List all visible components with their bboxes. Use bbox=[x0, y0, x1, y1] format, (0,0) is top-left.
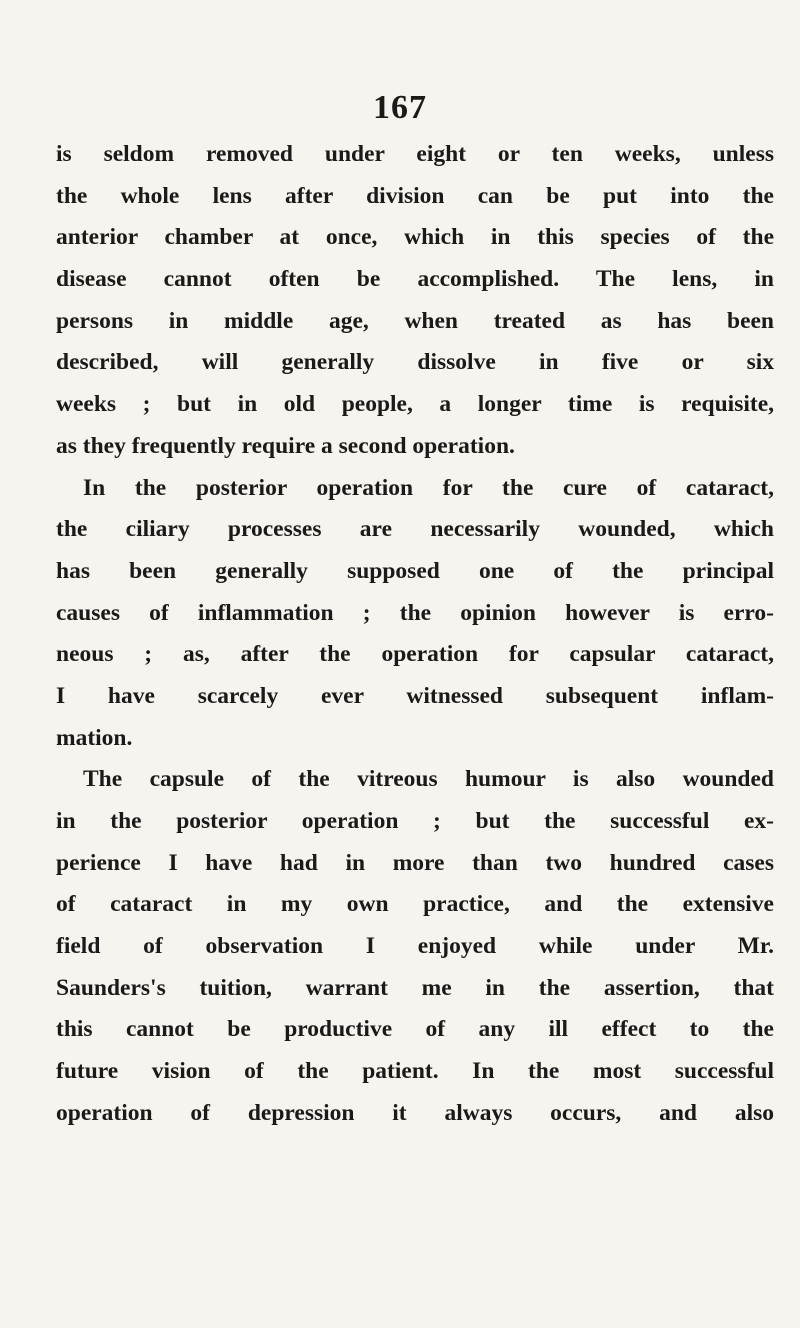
text-line: I have scarcely ever witnessed subsequent inflam- bbox=[56, 682, 774, 709]
text-line: this cannot be productive of any ill effect to the bbox=[56, 1016, 774, 1043]
text-line: is seldom removed under eight or ten weeks, unless bbox=[56, 141, 774, 167]
text-line: in the posterior operation ; but the successful ex- bbox=[56, 808, 774, 834]
page-number: 167 bbox=[373, 89, 427, 126]
text-line: described, will generally dissolve in five or six bbox=[56, 349, 774, 376]
text-line: neous ; as, after the operation for capsular cataract, bbox=[56, 641, 774, 668]
text-line: disease cannot often be accomplished. The lens, in bbox=[56, 266, 774, 293]
text-line: anterior chamber at once, which in this species of the bbox=[56, 224, 774, 251]
text-line: weeks ; but in old people, a longer time is requisite, bbox=[56, 391, 774, 418]
text-line: as they frequently require a second operation. bbox=[56, 432, 515, 459]
text-line: has been generally supposed one of the principal bbox=[56, 557, 774, 584]
text-line: persons in middle age, when treated as has been bbox=[56, 307, 774, 334]
text-line: mation. bbox=[56, 724, 133, 751]
body-text bbox=[56, 134, 774, 1135]
text-line: perience I have had in more than two hundred cases bbox=[56, 849, 774, 876]
text-line: of cataract in my own practice, and the extensive bbox=[56, 891, 774, 918]
text-line: field of observation I enjoyed while under Mr. bbox=[56, 933, 774, 960]
text-line: Saunders's tuition, warrant me in the assertion, that bbox=[56, 974, 774, 1001]
text-line: operation of depression it always occurs, and also bbox=[56, 1099, 774, 1126]
paragraph-start-line: In the posterior operation for the cure of cataract, bbox=[83, 474, 774, 501]
text-line: future vision of the patient. In the most successful bbox=[56, 1058, 774, 1085]
text-line: the whole lens after division can be put into the bbox=[56, 182, 774, 209]
text-line: causes of inflammation ; the opinion however is erro- bbox=[56, 599, 774, 626]
text-line: the ciliary processes are necessarily wounded, which bbox=[56, 516, 774, 543]
paragraph-start-line: The capsule of the vitreous humour is also wounded bbox=[83, 766, 774, 793]
